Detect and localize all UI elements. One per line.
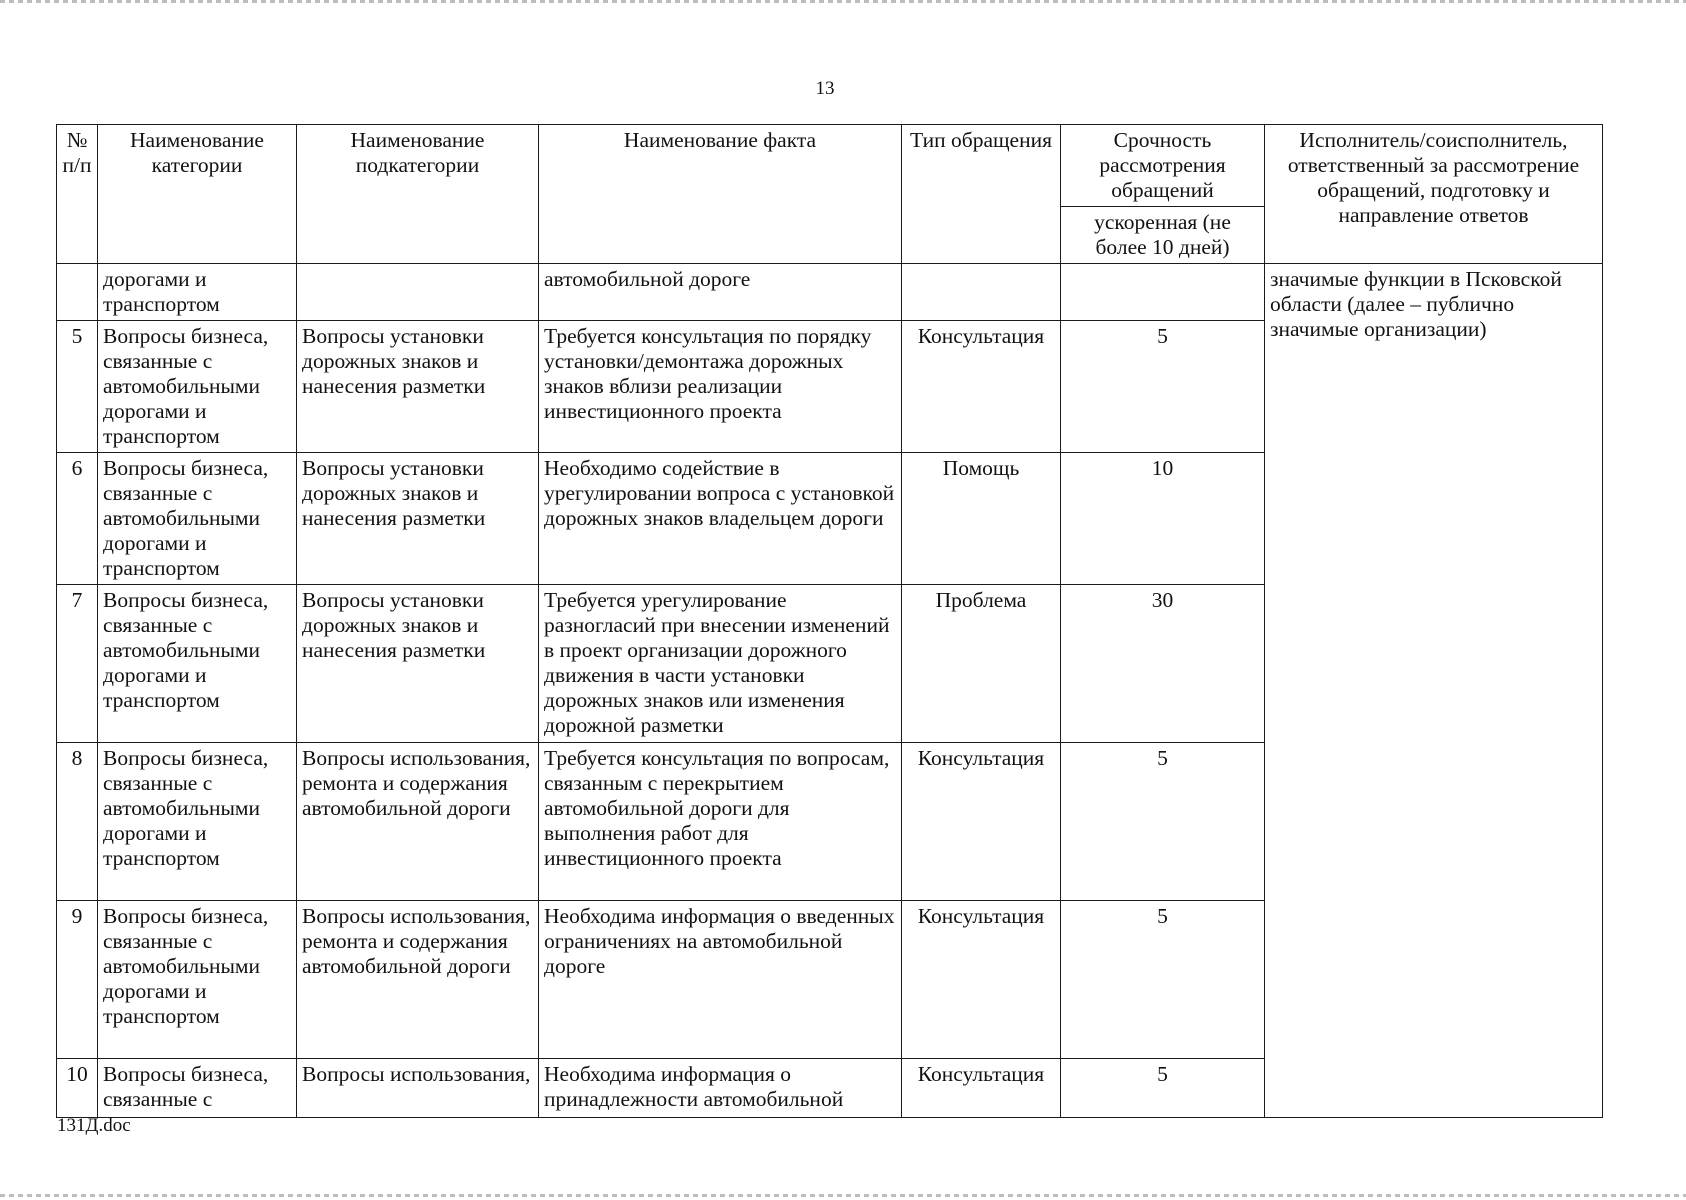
- header-executor: Исполнитель/соисполнитель, ответственный за рассмотрение обращений, подготовку и направление ответов: [1265, 125, 1603, 264]
- row-subcategory: Вопросы использования, ремонта и содержания автомобильной дороги: [297, 743, 539, 901]
- header-type: Тип обращения: [902, 125, 1061, 264]
- row-category: дорогами и транспортом: [98, 264, 297, 321]
- row-fact: Необходима информация о принадлежности автомобильной: [539, 1059, 902, 1118]
- row-fact: Требуется консультация по вопросам, связанным с перекрытием автомобильной дороги для выполнения работ для инвестиционного проекта: [539, 743, 902, 901]
- row-urgency-days: 5: [1061, 901, 1265, 1059]
- row-subcategory: Вопросы установки дорожных знаков и нанесения разметки: [297, 585, 539, 743]
- row-appeal-type: [902, 264, 1061, 321]
- row-category: Вопросы бизнеса, связанные с автомобильными дорогами и транспортом: [98, 453, 297, 585]
- row-urgency-days: 10: [1061, 453, 1265, 585]
- row-urgency-days: 5: [1061, 321, 1265, 453]
- row-category: Вопросы бизнеса, связанные с автомобильными дорогами и транспортом: [98, 901, 297, 1059]
- appeals-table: [56, 124, 1603, 1118]
- row-subcategory: Вопросы установки дорожных знаков и нанесения разметки: [297, 321, 539, 453]
- row-urgency-days: 30: [1061, 585, 1265, 743]
- row-category: Вопросы бизнеса, связанные с автомобильными дорогами и транспортом: [98, 743, 297, 901]
- row-number: 6: [57, 453, 98, 585]
- row-appeal-type: Консультация: [902, 901, 1061, 1059]
- header-category: Наименование категории: [98, 125, 297, 264]
- row-appeal-type: Помощь: [902, 453, 1061, 585]
- executor-cell: значимые функции в Псковской области (далее – публично значимые организации): [1265, 264, 1603, 1118]
- row-urgency-days: 5: [1061, 743, 1265, 901]
- footer-filename: 131Д.doc: [57, 1115, 131, 1136]
- row-appeal-type: Консультация: [902, 321, 1061, 453]
- table-row: [57, 264, 1603, 321]
- row-fact: автомобильной дороге: [539, 264, 902, 321]
- row-appeal-type: Проблема: [902, 585, 1061, 743]
- row-fact: Требуется консультация по порядку установки/демонтажа дорожных знаков вблизи реализации инвестиционного проекта: [539, 321, 902, 453]
- row-subcategory: [297, 264, 539, 321]
- row-urgency-days: 5: [1061, 1059, 1265, 1118]
- row-urgency-days: [1061, 264, 1265, 321]
- row-fact: Необходимо содействие в урегулировании вопроса с установкой дорожных знаков владельцем дороги: [539, 453, 902, 585]
- row-number: [57, 264, 98, 321]
- row-appeal-type: Консультация: [902, 1059, 1061, 1118]
- row-number: 10: [57, 1059, 98, 1118]
- row-category: Вопросы бизнеса, связанные с: [98, 1059, 297, 1118]
- header-fact: Наименование факта: [539, 125, 902, 264]
- header-urgency: Срочность рассмотрения обращений: [1061, 125, 1265, 207]
- row-subcategory: Вопросы установки дорожных знаков и нанесения разметки: [297, 453, 539, 585]
- row-fact: Требуется урегулирование разногласий при внесении изменений в проект организации дорожного движения в части установки дорожных знаков или изменения дорожной разметки: [539, 585, 902, 743]
- row-fact: Необходима информация о введенных ограничениях на автомобильной дороге: [539, 901, 902, 1059]
- row-number: 9: [57, 901, 98, 1059]
- table-body: [57, 264, 1603, 1118]
- row-category: Вопросы бизнеса, связанные с автомобильными дорогами и транспортом: [98, 321, 297, 453]
- scan-edge-bottom: [0, 1194, 1686, 1197]
- header-num: № п/п: [57, 125, 98, 264]
- scan-edge-top: [0, 0, 1686, 3]
- row-number: 5: [57, 321, 98, 453]
- page-number: 13: [815, 78, 835, 99]
- row-number: 8: [57, 743, 98, 901]
- header-urgency-accelerated: ускоренная (не более 10 дней): [1061, 207, 1265, 264]
- header-subcategory: Наименование подкатегории: [297, 125, 539, 264]
- row-number: 7: [57, 585, 98, 743]
- row-subcategory: Вопросы использования, ремонта и содержания автомобильной дороги: [297, 901, 539, 1059]
- row-appeal-type: Консультация: [902, 743, 1061, 901]
- row-category: Вопросы бизнеса, связанные с автомобильными дорогами и транспортом: [98, 585, 297, 743]
- row-subcategory: Вопросы использования,: [297, 1059, 539, 1118]
